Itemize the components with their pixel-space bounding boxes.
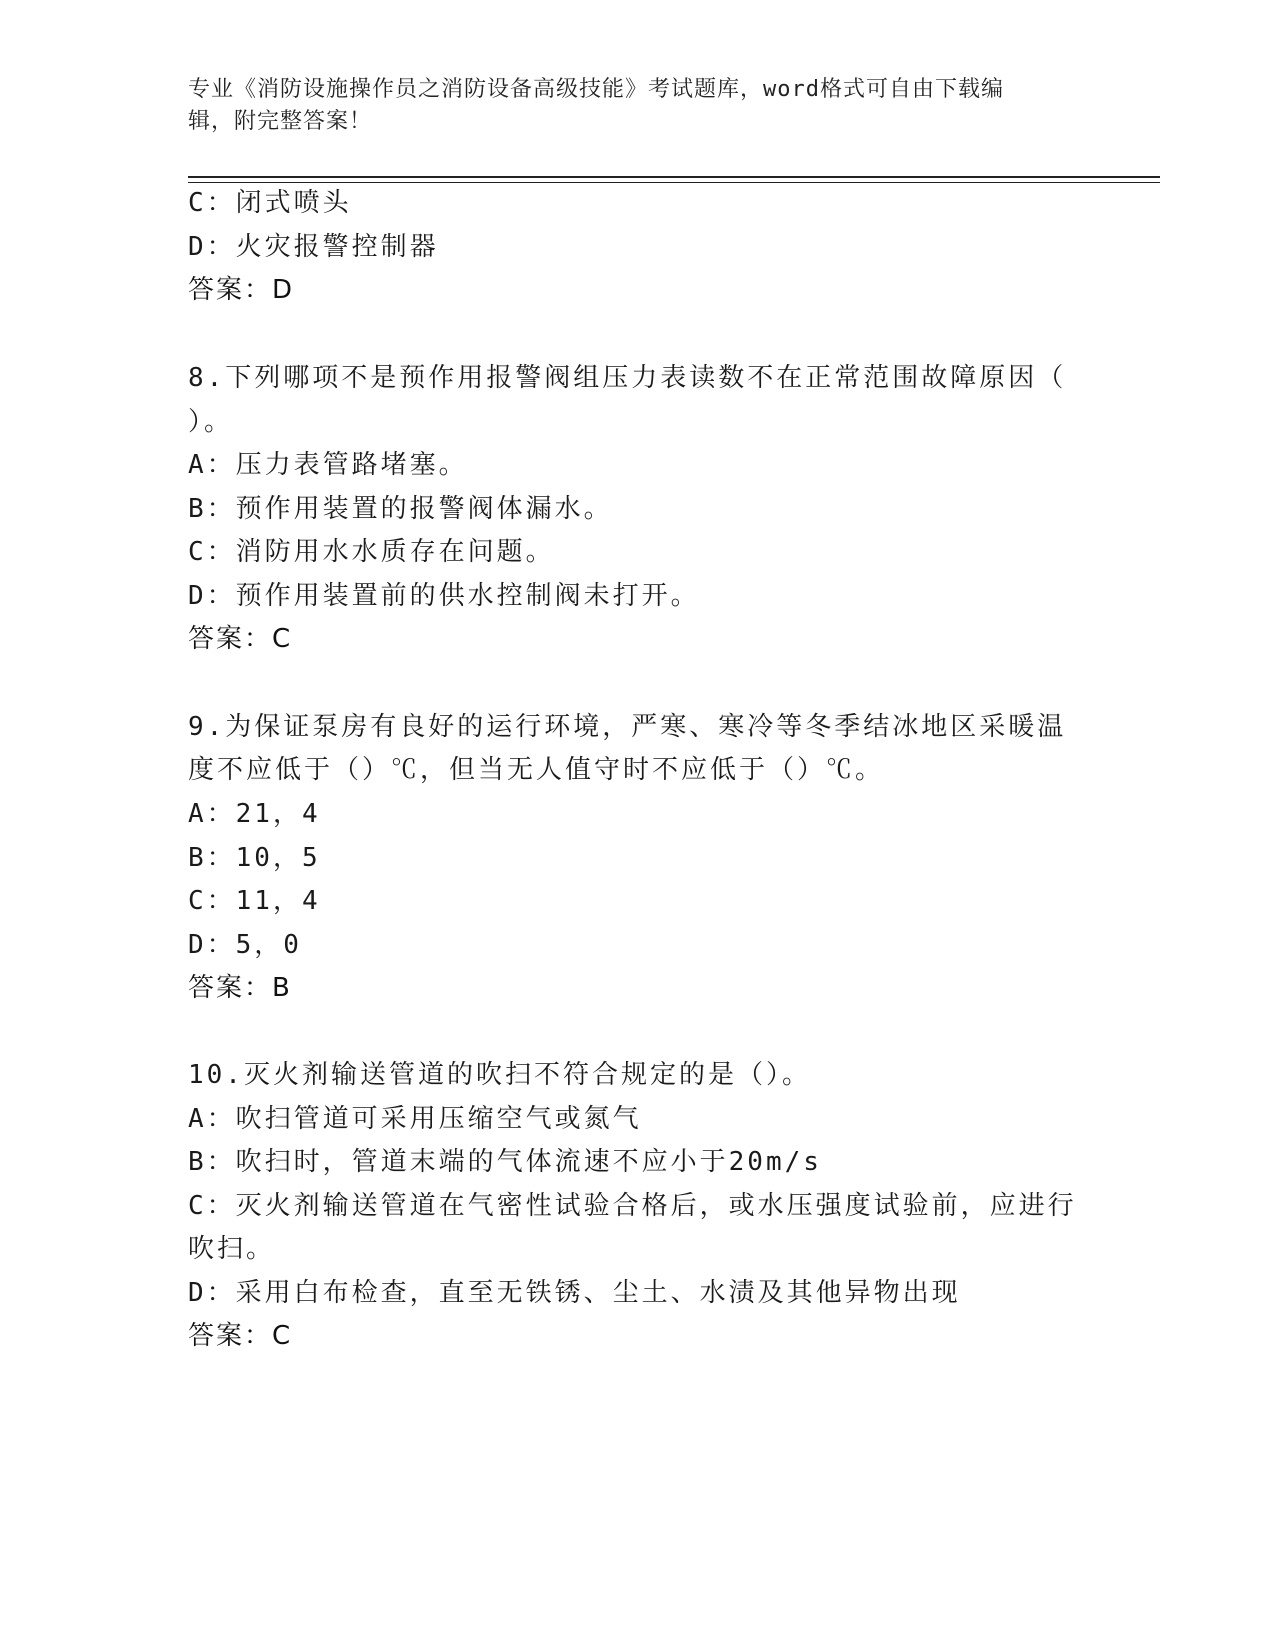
- q9-stem-line-2: 度不应低于（）℃，但当无人值守时不应低于（）℃。: [188, 755, 885, 785]
- q9-option-c: C：11，4: [188, 886, 321, 916]
- q10-stem: 10.灭火剂输送管道的吹扫不符合规定的是（）。: [188, 1060, 811, 1090]
- q8-option-d: D：预作用装置前的供水控制阀未打开。: [188, 581, 700, 611]
- q10-option-d: D：采用白布检查，直至无铁锈、尘土、水渍及其他异物出现: [188, 1278, 961, 1308]
- q7-answer: 答案：D: [188, 275, 295, 305]
- q8-option-a: A：压力表管路堵塞。: [188, 450, 468, 480]
- q8-option-c: C：消防用水水质存在问题。: [188, 537, 555, 567]
- q9-option-a: A：21，4: [188, 799, 321, 829]
- q10-option-b: B：吹扫时，管道末端的气体流速不应小于20m/s: [188, 1147, 822, 1177]
- header-divider-thin: [188, 182, 1160, 183]
- header-line-2: 辑，附完整答案！: [188, 109, 373, 134]
- header-divider-thick: [188, 176, 1160, 178]
- q7-option-c: C：闭式喷头: [188, 188, 352, 218]
- q8-answer: 答案：C: [188, 624, 293, 654]
- q10-option-c-line-1: C：灭火剂输送管道在气密性试验合格后，或水压强度试验前，应进行: [188, 1191, 1077, 1221]
- q9-stem-line-1: 9.为保证泵房有良好的运行环境，严寒、寒冷等冬季结冰地区采暖温: [188, 712, 1067, 742]
- q10-option-c-line-2: 吹扫。: [188, 1234, 276, 1264]
- q8-stem-line-2: ）。: [188, 407, 234, 437]
- q10-option-a: A：吹扫管道可采用压缩空气或氮气: [188, 1104, 642, 1134]
- q9-option-b: B：10，5: [188, 843, 321, 873]
- q9-answer: 答案：B: [188, 973, 292, 1003]
- header-line-1: 专业《消防设施操作员之消防设备高级技能》考试题库，word格式可自由下载编: [188, 77, 1004, 102]
- q7-option-d: D：火灾报警控制器: [188, 232, 439, 262]
- q10-answer: 答案：C: [188, 1321, 293, 1351]
- q8-option-b: B：预作用装置的报警阀体漏水。: [188, 494, 613, 524]
- q8-stem-line-1: 8.下列哪项不是预作用报警阀组压力表读数不在正常范围故障原因（: [188, 363, 1067, 393]
- q9-option-d: D：5，0: [188, 930, 302, 960]
- document-header: [188, 74, 1088, 138]
